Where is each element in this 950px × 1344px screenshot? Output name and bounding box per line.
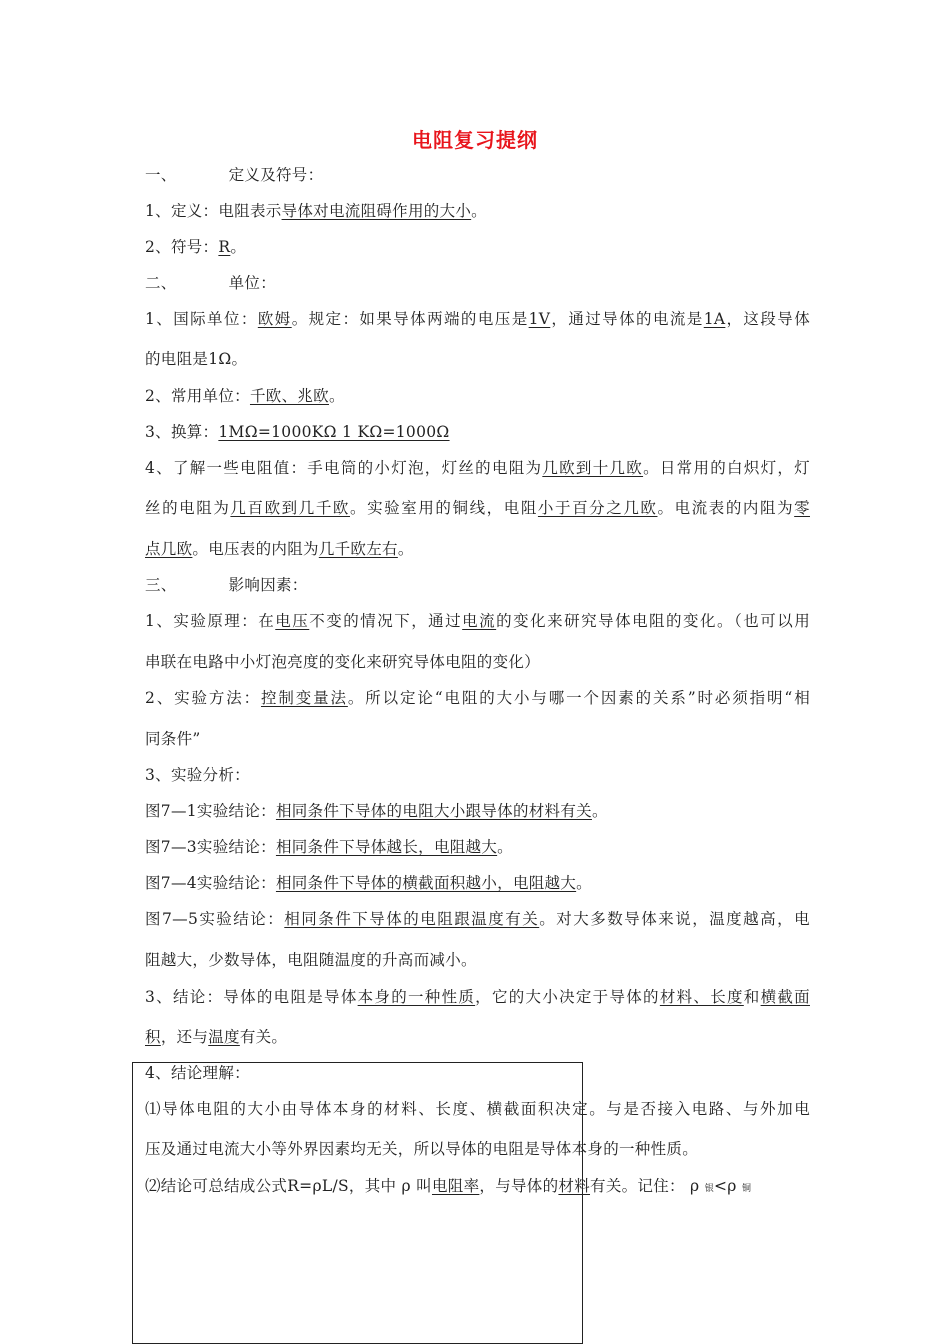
conclusion-fig-7-5: 图7—5实验结论：相同条件下导体的电阻跟温度有关。对大多数导体来说，温度越高，电 [145, 910, 810, 928]
understanding-item-1-cont: 压及通过电流大小等外界因素均无关，所以导体的电阻是导体本身的一种性质。 [145, 1140, 699, 1158]
conclusion-fig-7-1: 图7—1实验结论：相同条件下导体的电阻大小跟导体的材料有关。 [145, 802, 608, 820]
resistance-values-line-2: 丝的电阻为几百欧到几千欧。实验室用的铜线，电阻小于百分之几欧。电流表的内阻为零 [145, 499, 810, 517]
analysis-heading: 3、实验分析： [145, 766, 250, 784]
section-heading-3: 三、 影响因素： [145, 576, 308, 594]
principle-line-1: 1、实验原理：在电压不变的情况下，通过电流的变化来研究导体电阻的变化。（也可以用 [145, 612, 811, 630]
section-heading-2: 二、 单位： [145, 274, 277, 292]
understanding-heading: 4、结论理解： [145, 1064, 250, 1082]
conversion-line: 3、换算：1MΩ=1000KΩ 1 KΩ=1000Ω [145, 423, 450, 441]
conclusion-line-2: 积，还与温度有关。 [145, 1028, 288, 1046]
si-unit-line: 1、国际单位：欧姆。规定：如果导体两端的电压是1V，通过导体的电流是1A，这段导体 [145, 310, 810, 328]
resistance-values-line-1: 4、了解一些电阻值：手电筒的小灯泡，灯丝的电阻为几欧到十几欧。日常用的白炽灯，灯 [145, 459, 810, 477]
principle-line-2: 串联在电路中小灯泡亮度的变化来研究导体电阻的变化） [145, 653, 541, 671]
conclusion-line-1: 3、结论：导体的电阻是导体本身的一种性质，它的大小决定于导体的材料、长度和横截面 [145, 988, 810, 1006]
method-line-2: 同条件” [145, 730, 201, 748]
method-line-1: 2、实验方法：控制变量法。所以定论“电阻的大小与哪一个因素的关系”时必须指明“相 [145, 689, 810, 707]
page-title: 电阻复习提纲 [412, 128, 538, 152]
resistance-values-line-3: 点几欧。电压表的内阻为几千欧左右。 [145, 540, 414, 558]
conclusion-fig-7-3: 图7—3实验结论：相同条件下导体越长，电阻越大。 [145, 838, 513, 856]
si-unit-line-cont: 的电阻是1Ω。 [145, 350, 248, 368]
understanding-item-1: ⑴导体电阻的大小由导体本身的材料、长度、横截面积决定。与是否接入电路、与外加电 [145, 1100, 810, 1118]
conclusion-fig-7-5-cont: 阻越大，少数导体，电阻随温度的升高而减小。 [145, 951, 477, 969]
conclusion-fig-7-4: 图7—4实验结论：相同条件下导体的横截面积越小，电阻越大。 [145, 874, 592, 892]
common-unit-line: 2、常用单位：千欧、兆欧。 [145, 387, 345, 405]
definition-line: 1、定义：电阻表示导体对电流阻碍作用的大小。 [145, 202, 487, 220]
section-heading-1: 一、 定义及符号： [145, 166, 324, 184]
understanding-item-2: ⑵结论可总结成公式R=ρL/S，其中 ρ 叫电阻率，与导体的材料有关。记住： ρ 银<ρ 铜 [145, 1177, 752, 1195]
symbol-line: 2、符号：R。 [145, 238, 247, 256]
